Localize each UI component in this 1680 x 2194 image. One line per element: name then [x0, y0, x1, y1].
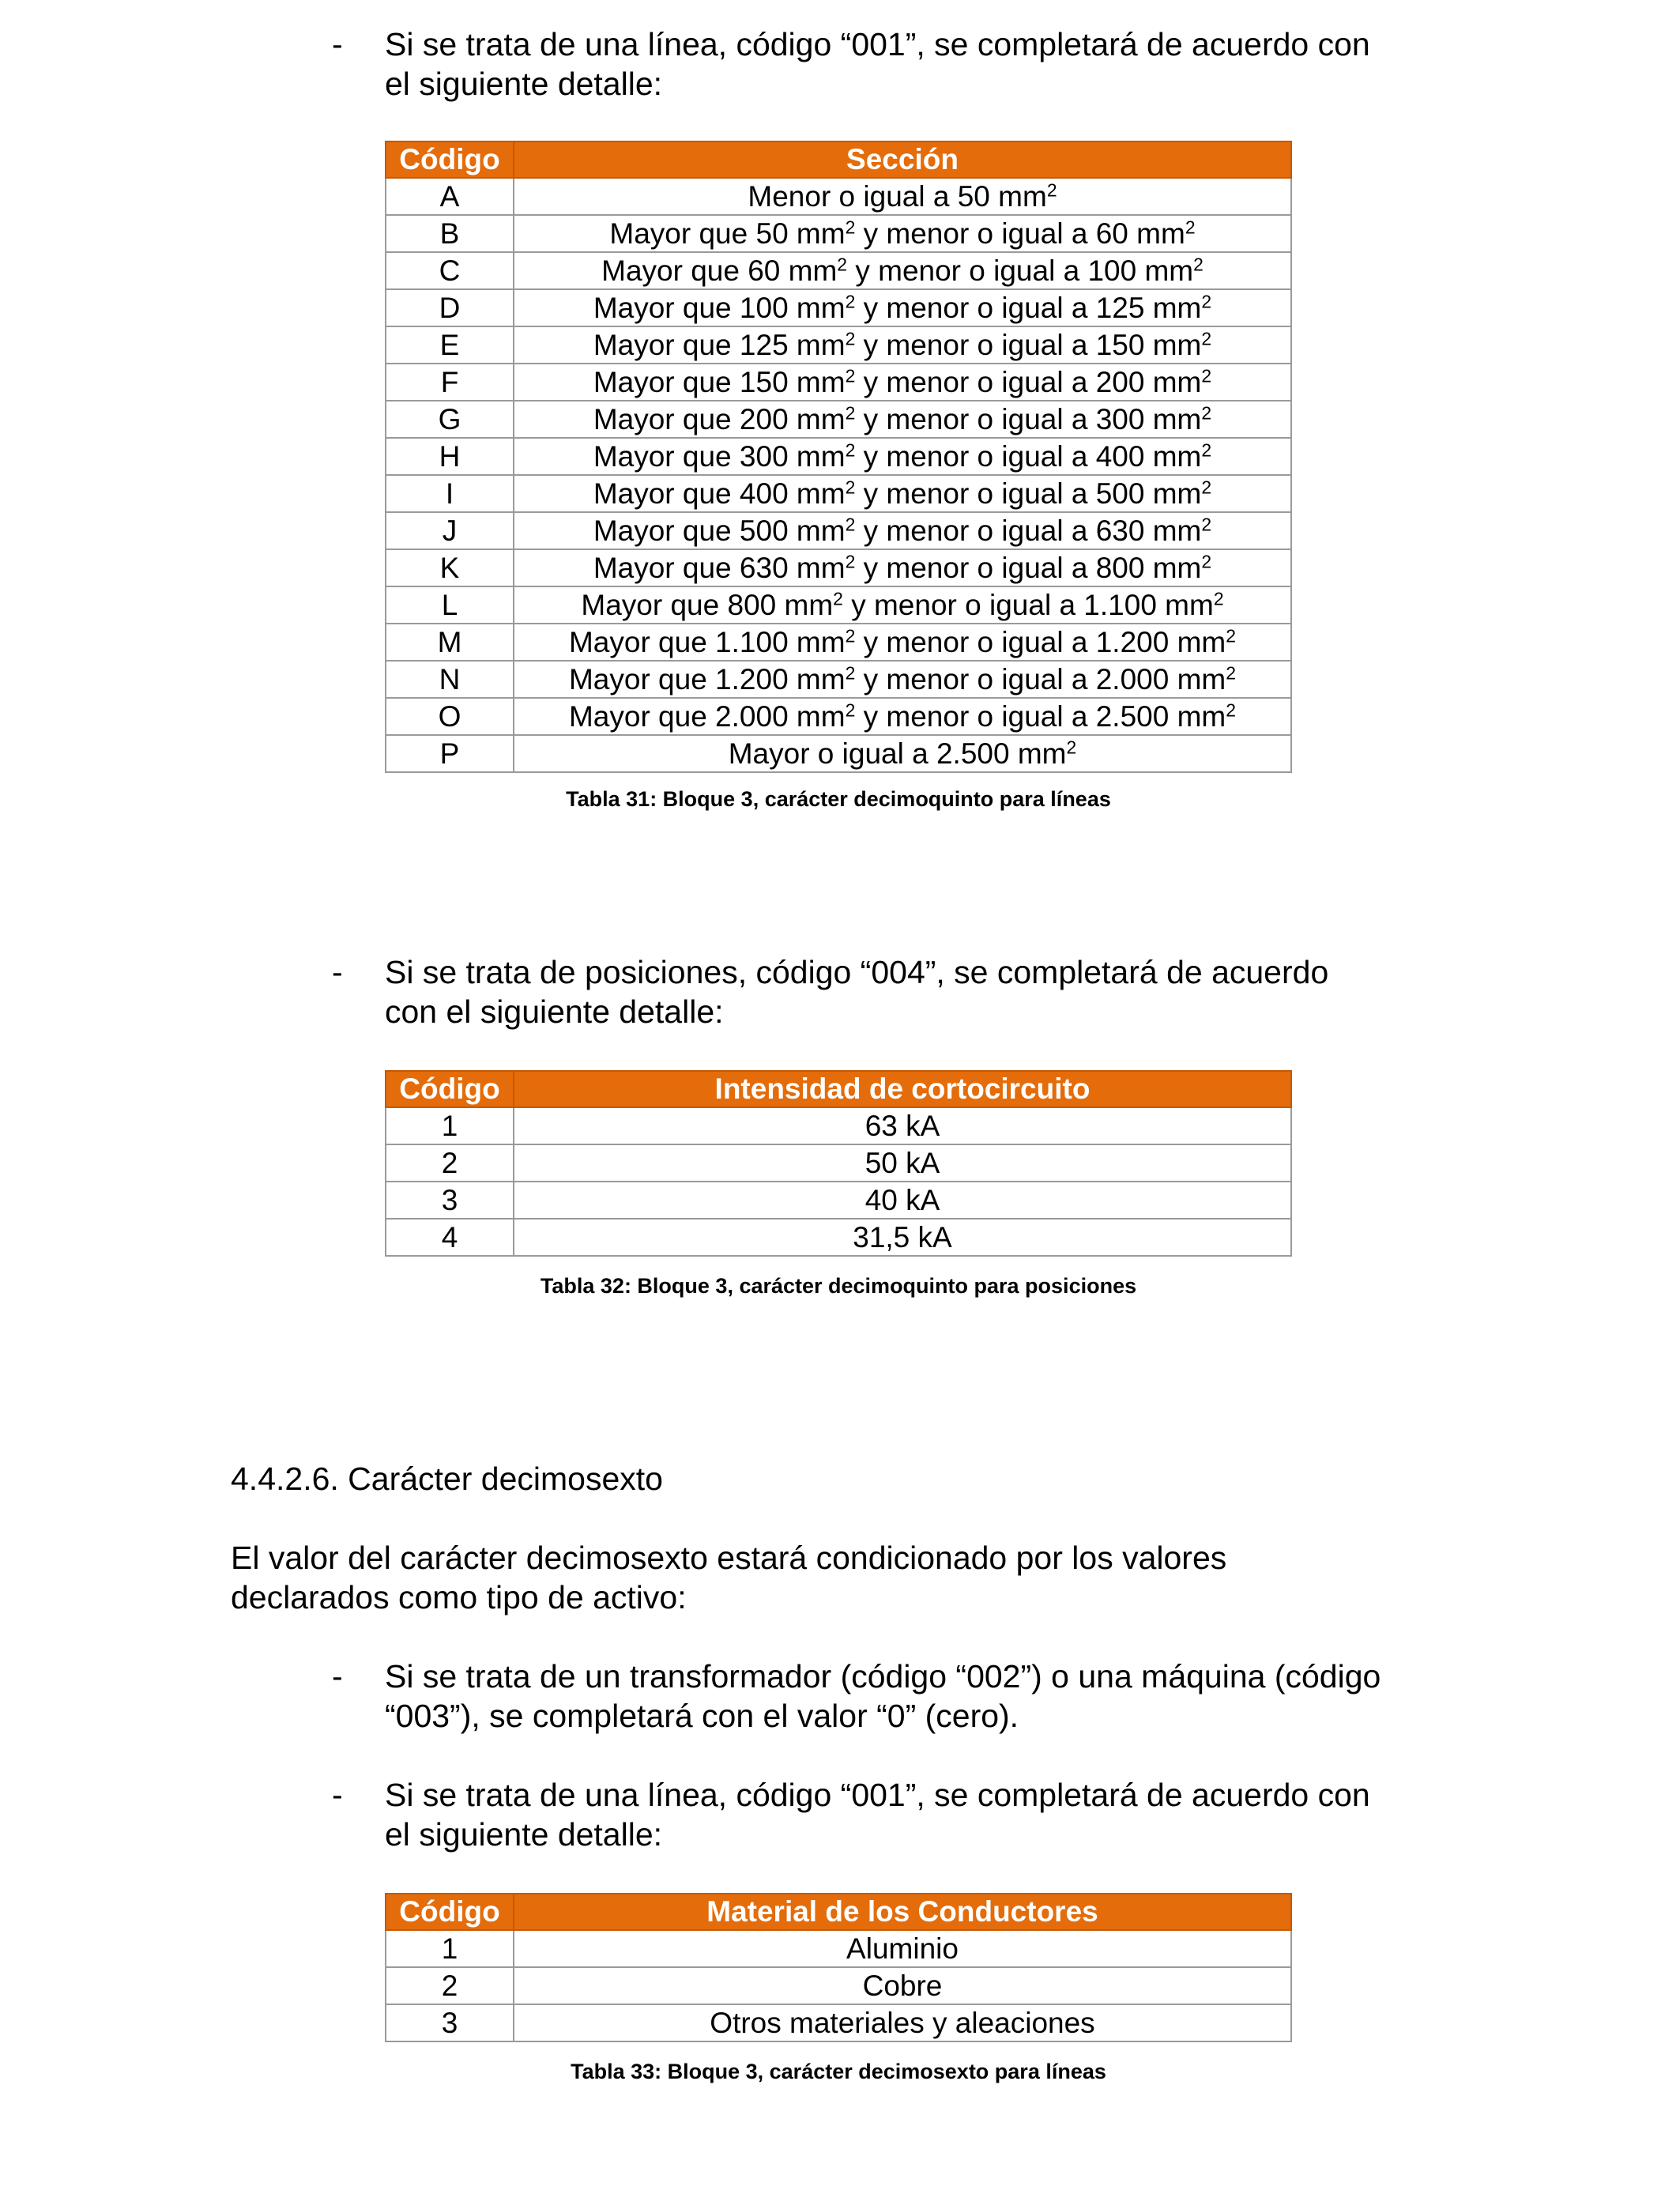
table-32-row	[386, 1182, 1291, 1219]
section-text: Mayor que 200 mm	[593, 403, 846, 435]
superscript: 2	[1201, 365, 1212, 386]
superscript: 2	[845, 625, 856, 647]
table-33-value-cell: Cobre	[514, 1967, 1291, 2004]
table-32-row	[386, 1107, 1291, 1144]
table-33-code-cell: 1	[386, 1930, 514, 1967]
table-32-code-cell: 3	[386, 1182, 514, 1219]
table-31-header-section: Sección	[514, 141, 1291, 178]
table-31-row	[386, 549, 1291, 586]
table-33	[385, 1893, 1292, 2042]
table-31-section-cell	[514, 735, 1291, 772]
table-32-body	[386, 1107, 1291, 1256]
table-31-section-cell	[514, 178, 1291, 215]
section-text: y menor o igual a 200 mm	[855, 366, 1202, 398]
table-33-value-cell: Otros materiales y aleaciones	[514, 2004, 1291, 2041]
table-31-row	[386, 661, 1291, 698]
table-31-code-cell: I	[386, 475, 514, 512]
table-31-section-cell	[514, 252, 1291, 289]
bullet-line-2-cont: el siguiente detalle:	[385, 1816, 663, 1853]
table-31-code-cell: L	[386, 586, 514, 624]
section-text: y menor o igual a 100 mm	[847, 254, 1194, 287]
superscript: 2	[845, 699, 856, 721]
section-text: Mayor que 2.000 mm	[568, 700, 846, 733]
table-32-row	[386, 1144, 1291, 1182]
table-31-row	[386, 698, 1291, 735]
table-31-code-cell: G	[386, 401, 514, 438]
table-33-body	[386, 1930, 1291, 2041]
table-31-header-code: Código	[386, 141, 514, 178]
table-32-value-cell: 40 kA	[514, 1182, 1291, 1219]
bullet-dash: -	[332, 954, 343, 990]
table-31-code-cell: O	[386, 698, 514, 735]
table-31-row	[386, 252, 1291, 289]
table-32-code-cell: 4	[386, 1219, 514, 1256]
table-31-section-cell	[514, 401, 1291, 438]
superscript: 2	[845, 328, 856, 349]
bullet-dash: -	[332, 1658, 343, 1695]
section-text: y menor o igual a 125 mm	[855, 292, 1202, 324]
table-32	[385, 1070, 1292, 1257]
table-31-section-cell	[514, 586, 1291, 624]
table-33-value-cell: Aluminio	[514, 1930, 1291, 1967]
superscript: 2	[1226, 662, 1237, 684]
superscript: 2	[1226, 699, 1237, 721]
table-31-row	[386, 326, 1291, 364]
table-32-row	[386, 1219, 1291, 1256]
section-text: Mayor que 800 mm	[581, 589, 834, 621]
table-31-code-cell: J	[386, 512, 514, 549]
table-31-code-cell: P	[386, 735, 514, 772]
table-31-row	[386, 735, 1291, 772]
table-31-section-cell	[514, 215, 1291, 252]
table-31-row	[386, 438, 1291, 475]
table-32-value-cell: 31,5 kA	[514, 1219, 1291, 1256]
table-33-header-code: Código	[386, 1894, 514, 1930]
section-text: Mayor o igual a 2.500 mm	[728, 737, 1067, 770]
table-31-section-cell	[514, 438, 1291, 475]
table-32-value-cell: 50 kA	[514, 1144, 1291, 1182]
section-text: y menor o igual a 60 mm	[855, 217, 1185, 250]
superscript: 2	[845, 439, 856, 461]
table-31-section-cell	[514, 364, 1291, 401]
section-text: Mayor que 300 mm	[593, 440, 846, 473]
superscript: 2	[1213, 588, 1224, 609]
superscript: 2	[1066, 737, 1077, 758]
section-text: y menor o igual a 150 mm	[855, 329, 1202, 361]
table-32-code-cell: 2	[386, 1144, 514, 1182]
section-text: y menor o igual a 1.100 mm	[842, 589, 1214, 621]
section-paragraph-line-2: declarados como tipo de activo:	[231, 1579, 687, 1615]
section-text: y menor o igual a 500 mm	[855, 477, 1202, 510]
bullet-dash: -	[332, 1777, 343, 1813]
section-text: Mayor que 400 mm	[593, 477, 846, 510]
section-heading: 4.4.2.6. Carácter decimosexto	[231, 1461, 663, 1497]
bullet-line-1: Si se trata de una línea, código “001”, se completará de acuerdo con	[385, 26, 1370, 62]
bullet-transformer-line-2: “003”), se completará con el valor “0” (cero).	[385, 1698, 1019, 1734]
table-31-row	[386, 364, 1291, 401]
table-31-code-cell: M	[386, 624, 514, 661]
table-32-header-code: Código	[386, 1071, 514, 1107]
table-31-row	[386, 512, 1291, 549]
table-31-row	[386, 401, 1291, 438]
section-text: Mayor que 50 mm	[609, 217, 846, 250]
superscript: 2	[845, 217, 856, 238]
table-33-header-value: Material de los Conductores	[514, 1894, 1291, 1930]
superscript: 2	[1193, 254, 1203, 275]
table-31-code-cell: H	[386, 438, 514, 475]
table-31-section-cell	[514, 326, 1291, 364]
table-31-caption: Tabla 31: Bloque 3, carácter decimoquinto para líneas	[566, 787, 1111, 811]
table-31-body	[386, 178, 1291, 772]
section-text: y menor o igual a 2.500 mm	[855, 700, 1226, 733]
table-31-row	[386, 586, 1291, 624]
table-31-section-cell	[514, 512, 1291, 549]
table-31-row	[386, 624, 1291, 661]
table-31-section-cell	[514, 475, 1291, 512]
section-text: Mayor que 1.100 mm	[568, 626, 846, 658]
table-32-header-value: Intensidad de cortocircuito	[514, 1071, 1291, 1107]
superscript: 2	[1201, 514, 1212, 535]
table-31-row	[386, 475, 1291, 512]
superscript: 2	[1185, 217, 1196, 238]
superscript: 2	[845, 402, 856, 424]
table-31	[385, 141, 1292, 773]
section-text: Mayor que 500 mm	[593, 515, 846, 547]
section-text: y menor o igual a 630 mm	[855, 515, 1202, 547]
superscript: 2	[845, 662, 856, 684]
table-32-code-cell: 1	[386, 1107, 514, 1144]
section-text: Mayor que 60 mm	[601, 254, 838, 287]
superscript: 2	[833, 588, 843, 609]
section-text: Mayor que 125 mm	[593, 329, 846, 361]
superscript: 2	[1046, 179, 1057, 201]
section-text: y menor o igual a 1.200 mm	[855, 626, 1226, 658]
superscript: 2	[1201, 328, 1212, 349]
superscript: 2	[1201, 402, 1212, 424]
section-text: y menor o igual a 400 mm	[855, 440, 1202, 473]
table-33-row	[386, 1967, 1291, 2004]
table-32-value-cell: 63 kA	[514, 1107, 1291, 1144]
section-text: y menor o igual a 800 mm	[855, 552, 1202, 584]
superscript: 2	[1201, 439, 1212, 461]
table-31-row	[386, 215, 1291, 252]
section-text: Mayor que 150 mm	[593, 366, 846, 398]
table-31-section-cell	[514, 289, 1291, 326]
table-31-row	[386, 289, 1291, 326]
superscript: 2	[1201, 291, 1212, 312]
superscript: 2	[845, 551, 856, 572]
section-text: Mayor que 630 mm	[593, 552, 846, 584]
table-31-code-cell: D	[386, 289, 514, 326]
superscript: 2	[845, 514, 856, 535]
table-33-row	[386, 1930, 1291, 1967]
table-33-code-cell: 2	[386, 1967, 514, 2004]
section-text: y menor o igual a 300 mm	[855, 403, 1202, 435]
table-31-code-cell: F	[386, 364, 514, 401]
table-31-code-cell: B	[386, 215, 514, 252]
table-33-row	[386, 2004, 1291, 2041]
table-33-code-cell: 3	[386, 2004, 514, 2041]
superscript: 2	[1201, 551, 1212, 572]
bullet-line-2: Si se trata de una línea, código “001”, se completará de acuerdo con	[385, 1777, 1370, 1813]
table-31-section-cell	[514, 549, 1291, 586]
table-31-code-cell: N	[386, 661, 514, 698]
superscript: 2	[845, 291, 856, 312]
superscript: 2	[1201, 477, 1212, 498]
superscript: 2	[845, 365, 856, 386]
section-text: y menor o igual a 2.000 mm	[855, 663, 1226, 696]
section-text: Mayor que 1.200 mm	[568, 663, 846, 696]
table-31-code-cell: K	[386, 549, 514, 586]
bullet-dash: -	[332, 26, 343, 62]
bullet-positions-line-1: Si se trata de posiciones, código “004”, se completará de acuerdo	[385, 954, 1329, 990]
bullet-transformer-line-1: Si se trata de un transformador (código “002”) o una máquina (código	[385, 1658, 1381, 1695]
table-31-row	[386, 178, 1291, 215]
bullet-positions-line-2: con el siguiente detalle:	[385, 993, 724, 1030]
table-33-caption: Tabla 33: Bloque 3, carácter decimosexto para líneas	[571, 2060, 1106, 2083]
table-31-section-cell	[514, 661, 1291, 698]
table-32-caption: Tabla 32: Bloque 3, carácter decimoquinto para posiciones	[540, 1274, 1137, 1298]
section-paragraph-line-1: El valor del carácter decimosexto estará condicionado por los valores	[231, 1540, 1227, 1576]
superscript: 2	[845, 477, 856, 498]
superscript: 2	[837, 254, 848, 275]
superscript: 2	[1226, 625, 1237, 647]
table-31-section-cell	[514, 698, 1291, 735]
table-31-section-cell	[514, 624, 1291, 661]
table-31-code-cell: A	[386, 178, 514, 215]
section-text: Mayor que 100 mm	[593, 292, 846, 324]
table-31-code-cell: C	[386, 252, 514, 289]
section-text: Menor o igual a 50 mm	[748, 180, 1047, 213]
bullet-line-1-cont: el siguiente detalle:	[385, 66, 663, 102]
table-31-code-cell: E	[386, 326, 514, 364]
